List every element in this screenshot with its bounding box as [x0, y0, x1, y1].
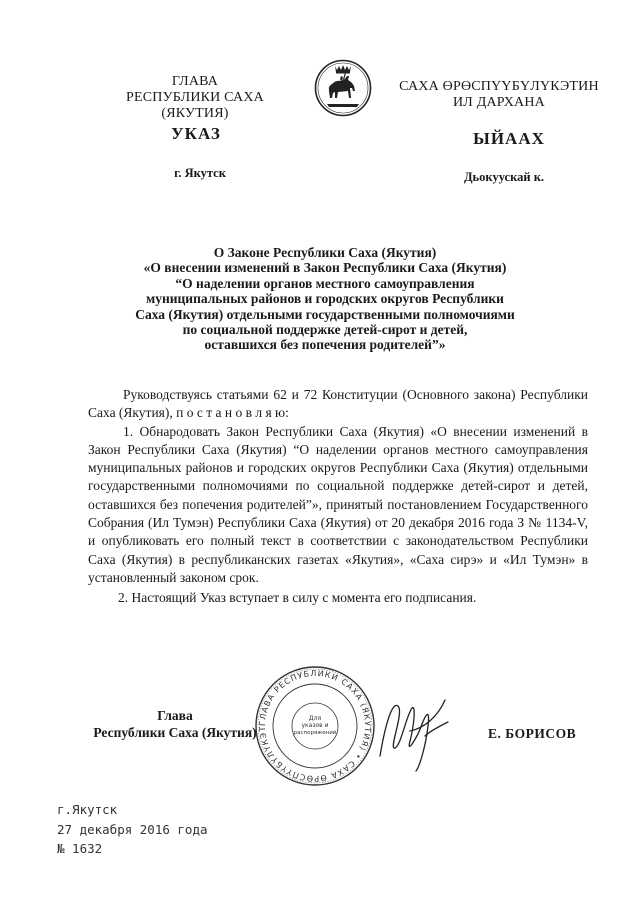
header-left-line-2: РЕСПУБЛИКИ САХА (ЯКУТИЯ) — [126, 90, 264, 121]
body-item-1: 1. Обнародовать Закон Республики Саха (Якутия) «О внесении изменений в Закон Республики Саха (Якутия) “О наделении органов местного самоуправления муниципальных районов и городских округов Республики Саха (Якутия) отдельными государственными полномочиями по социальной поддержке детей-сирот и детей, оставшихся без попечения родителей”», принятый постановлением Государственного Собрания (Ил Тумэн) Республики Саха (Якутия) от 20 декабря 2016 года З № 1134-V, и опубликовать его полный текст в соответствии с законодательством Республики Саха (Якутия) в республиканских газетах «Якутия», «Саха сирэ» и «Ил Тумэн» в установленный законом срок. — [88, 423, 588, 585]
decree-body — [88, 386, 588, 608]
seal-center-line-2: указов и — [301, 722, 329, 729]
title-line: муниципальных районов и городских округов Республики — [146, 291, 504, 307]
title-line: оставшихся без попечения родителей”» — [204, 337, 446, 353]
seal-center-line-1: Для — [308, 715, 322, 722]
header-left-line-1: ГЛАВА — [171, 74, 219, 89]
document-type-left: УКАЗ — [171, 124, 221, 143]
decree-title — [90, 245, 560, 353]
title-line: О Законе Республики Саха (Якутия) — [213, 245, 437, 260]
title-line: “О наделении органов местного самоуправления — [175, 275, 475, 291]
handwritten-signature — [370, 686, 470, 776]
signatory-name: Е. БОРИСОВ — [488, 726, 577, 741]
seal-ring-text: ГЛАВА РЕСПУБЛИКИ САХА (ЯКУТИЯ) • САХА ӨРӨСПҮҮБҮЛҮКЭТ — [257, 668, 373, 784]
header-right-line-1: САХА ӨРӨСПҮҮБҮЛҮКЭТИН — [399, 79, 599, 94]
seal-center-line-3: распоряжений — [293, 730, 337, 736]
title-line: по социальной поддержке детей-сирот и детей, — [182, 322, 468, 338]
document-type-right: ЫЙААХ — [473, 129, 545, 148]
registration-date: 27 декабря 2016 года — [57, 821, 208, 837]
registration-city: г.Якутск — [57, 802, 118, 817]
signatory-position-line-2: Республики Саха (Якутия) — [93, 724, 257, 740]
signatory-position-line-1: Глава — [157, 708, 193, 723]
place-right: Дьокуускай к. — [463, 170, 545, 184]
title-line: «О внесении изменений в Закон Республики Саха (Якутия) — [143, 260, 507, 276]
registration-number: № 1632 — [57, 841, 103, 856]
sakha-coat-of-arms-icon — [314, 58, 372, 118]
place-left: г. Якутск — [174, 166, 226, 180]
header-right-line-2: ИЛ ДАРХАНА — [452, 95, 545, 110]
official-seal — [253, 664, 377, 788]
registration-stamp — [57, 800, 277, 859]
header-left — [95, 74, 295, 122]
signatory-position — [85, 708, 265, 741]
header-right — [393, 79, 605, 111]
title-line: Саха (Якутия) отдельными государственными полномочиями — [135, 306, 515, 322]
body-item-2: 2. Настоящий Указ вступает в силу с момента его подписания. — [118, 590, 477, 606]
body-intro: Руководствуясь статьями 62 и 72 Конституции (Основного закона) Республики Саха (Якутия), п о с т а н о в л я ю: — [88, 387, 588, 421]
